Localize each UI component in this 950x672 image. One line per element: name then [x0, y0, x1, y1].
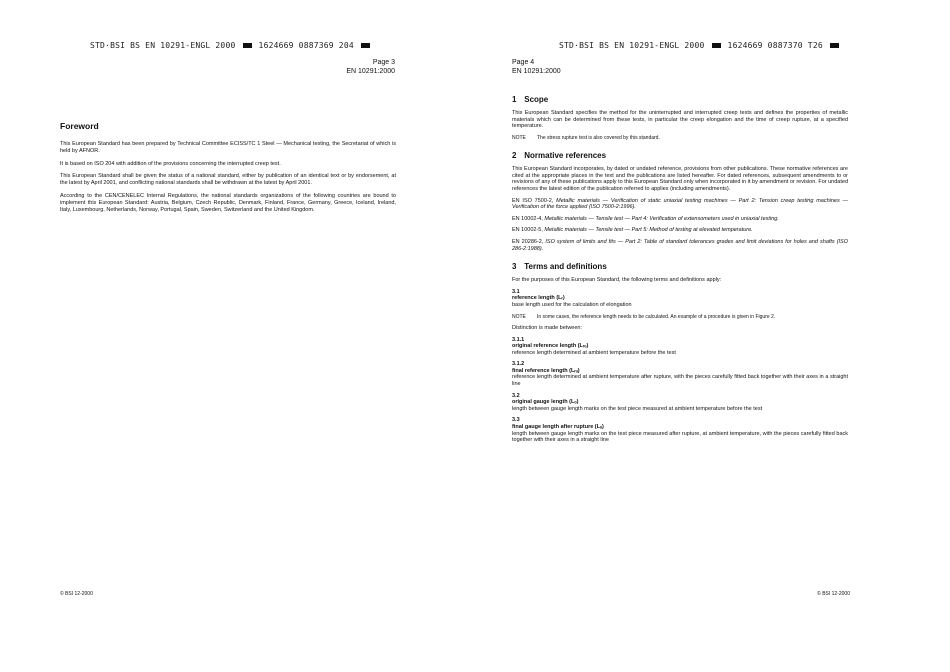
reference-code: EN 10002-5,	[512, 227, 543, 234]
left-catalog-stamp	[90, 41, 372, 50]
scope-text: This European Standard specifies the method for the uninterrupted and interrupted creep tests and defines the properties of metallic materials which can be determined from these tests, in particular the creep elongation and the time of creep rupture, at a specified temperature.	[512, 110, 848, 130]
foreword-heading: Foreword	[60, 121, 99, 131]
right-footer: © BSI 12-2000	[817, 591, 850, 597]
reference-title: Metallic materials — Verification of static uniaxial testing machines — Part 2: Tension creep testing machines — Verification of the force applied (ISO 7500-2:1996).	[512, 197, 849, 211]
term-entry	[512, 393, 848, 413]
reference-title: Metallic materials — Tensile test — Part 4: Verification of extensometers used in uniaxial testing.	[544, 215, 779, 222]
note-label: NOTE	[512, 313, 526, 320]
reference-title: ISO system of limits and fits — Part 2: Table of standard tolerances grades and limit deviations for holes and shafts (ISO 286-2:1988).	[512, 238, 849, 252]
reference-title: Metallic materials — Tensile test — Part 5: Method of testing at elevated temperature.	[544, 227, 753, 234]
section-heading-normative-references	[512, 151, 848, 160]
note-text: In some cases, the reference length needs to be calculated. An example of a procedure is given in Figure 2.	[537, 313, 776, 320]
term-number: 3.1	[512, 288, 520, 295]
foreword-paragraph: It is based on ISO 204 with addition of the provisions concerning the interrupted creep test.	[60, 160, 281, 167]
normative-intro: This European Standard incorporates, by dated or undated reference, provisions from other publications. These normative references are cited at the appropriate places in the text and the publications are listed hereafter. For dated references, subsequent amendments to or revisions of any of these publications apply to this European Standard only when incorporated in it by amendment or revision. For undated references the latest edition of the publication referred to applies (including amendments).	[512, 166, 849, 192]
terms-note	[512, 314, 848, 320]
note-text: The stress rupture test is also covered by this standard.	[537, 134, 660, 141]
term-name: final gauge length after rupture (Lᵤ)	[512, 424, 604, 431]
right-page-content	[512, 95, 848, 449]
left-page-header	[346, 58, 395, 76]
stamp-block-icon	[712, 43, 721, 48]
right-catalog-stamp	[559, 41, 841, 50]
section-number: 3	[512, 262, 517, 272]
term-name: original gauge length (Lₒ)	[512, 399, 579, 406]
foreword-paragraph: This European Standard has been prepared by Technical Committee ECISS/TC 1 Steel — Mechanical testing, the Secretariat of which is held by AFNOR.	[60, 141, 396, 154]
left-standard-ref: EN 10291:2000	[346, 68, 395, 75]
reference-code: EN 10002-4,	[512, 215, 543, 222]
term-number: 3.3	[512, 417, 520, 424]
term-definition: length between gauge length marks on the test piece measured at ambient temperature before the test	[512, 405, 763, 412]
section-title: Terms and definitions	[524, 262, 607, 272]
section-title: Scope	[524, 95, 549, 104]
scope-note	[512, 135, 848, 141]
section-title: Normative references	[524, 151, 607, 161]
section-number: 1	[512, 95, 517, 104]
term-number: 3.1.1	[512, 336, 525, 343]
section-heading-terms-and-definitions	[512, 262, 848, 271]
term-number: 3.2	[512, 392, 520, 399]
normative-reference-item	[512, 216, 848, 223]
left-stamp-code: 1624669 0887369 204	[258, 41, 354, 50]
right-standard-ref: EN 10291:2000	[512, 68, 561, 75]
normative-reference-item	[512, 239, 848, 252]
term-entry	[512, 417, 848, 443]
term-definition: reference length determined at ambient temperature after rupture, with the pieces carefully fitted back together with their axes in a straight line	[512, 374, 848, 388]
stamp-block-icon	[361, 43, 370, 48]
right-page-header	[512, 58, 561, 76]
stamp-block-icon	[830, 43, 839, 48]
right-page-number: Page 4	[512, 59, 535, 66]
section-heading-scope	[512, 95, 848, 104]
term-entry	[512, 337, 848, 357]
left-stamp-text: STD·BSI BS EN 10291-ENGL 2000	[90, 41, 236, 50]
reference-code: EN 20286-2,	[512, 238, 544, 245]
right-stamp-text: STD·BSI BS EN 10291-ENGL 2000	[559, 41, 705, 50]
term-definition: length between gauge length marks on the test piece measured after rupture, at ambient temperature, with the pieces carefully fitted back together with their axes in a straight line	[512, 430, 848, 444]
reference-code: EN ISO 7500-2,	[512, 197, 554, 204]
terms-intro: For the purposes of this European Standard, the following terms and definitions apply:	[512, 277, 722, 284]
term-definition: reference length determined at ambient temperature before the test	[512, 349, 676, 356]
left-page-number: Page 3	[372, 59, 395, 66]
term-name: reference length (Lᵣ)	[512, 295, 565, 302]
normative-reference-item	[512, 198, 848, 211]
foreword-paragraph: This European Standard shall be given the status of a national standard, either by publication of an identical text or by endorsement, at the latest by April 2001, and conflicting national standards shall be withdrawn at the latest by April 2001.	[60, 173, 396, 187]
stamp-block-icon	[243, 43, 252, 48]
foreword-body	[60, 141, 396, 219]
distinction-text: Distinction is made between:	[512, 324, 583, 331]
foreword-paragraph: According to the CEN/CENELEC Internal Regulations, the national standards organizations of the following countries are bound to implement this European Standard: Austria, Belgium, Czech Republic, Denmark, Finland, France, Germany, Greece, Iceland, Ireland, Italy, Luxembourg, Netherlands, Norway, Portugal, Spain, Sweden, Switzerland and the United Kingdom.	[60, 192, 396, 213]
term-name: original reference length (Lᵣₒ)	[512, 343, 589, 350]
note-label: NOTE	[512, 134, 526, 141]
term-number: 3.1.2	[512, 361, 525, 368]
section-number: 2	[512, 151, 517, 161]
term-name: final reference length (Lᵣᵤ)	[512, 367, 580, 374]
term-entry	[512, 361, 848, 387]
right-page	[475, 0, 950, 672]
normative-reference-item	[512, 227, 848, 234]
left-footer: © BSI 12-2000	[60, 591, 93, 597]
right-stamp-code: 1624669 0887370 T26	[727, 41, 823, 50]
term-entry	[512, 289, 848, 309]
term-definition: base length used for the calculation of elongation	[512, 301, 632, 308]
